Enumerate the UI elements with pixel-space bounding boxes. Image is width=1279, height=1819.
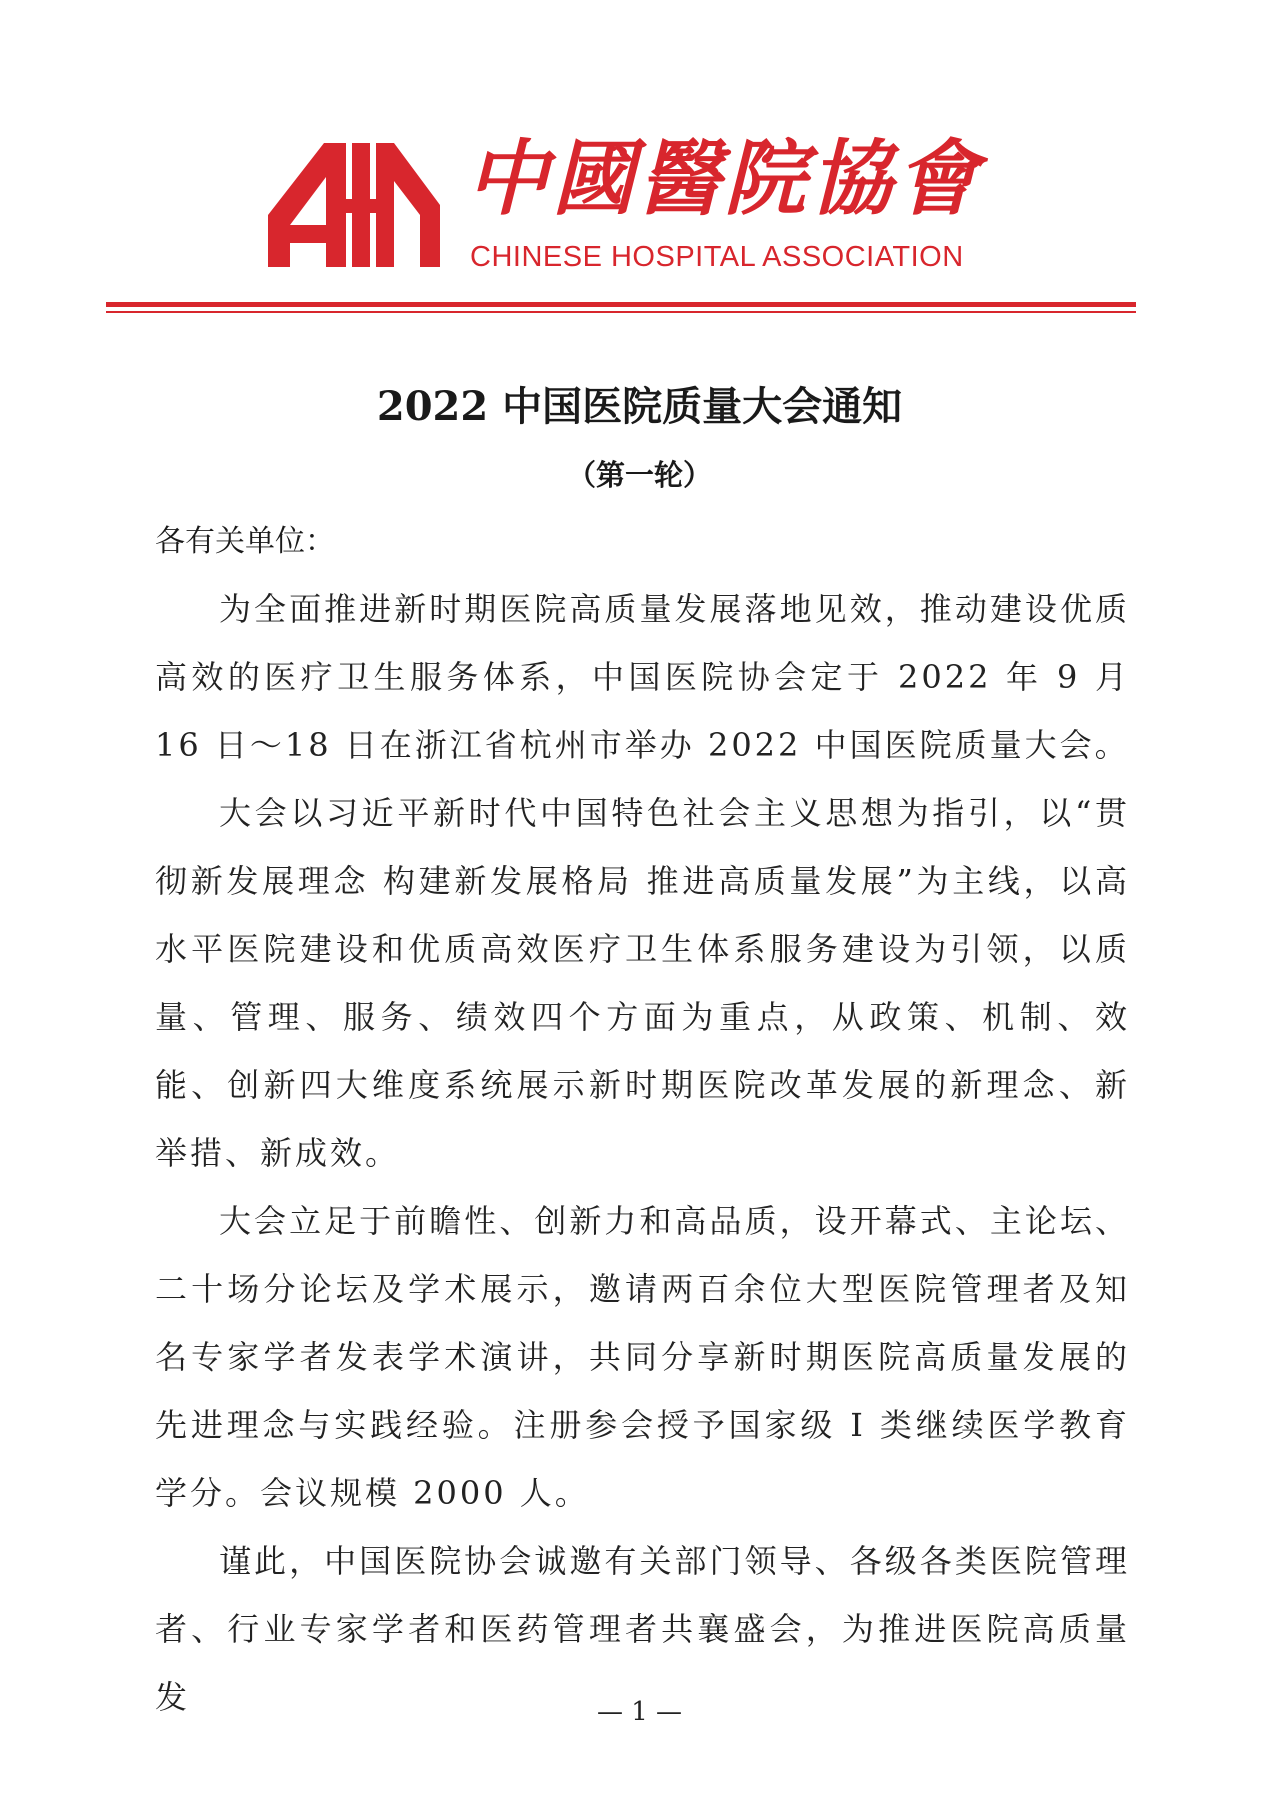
letterhead-divider-thick (106, 302, 1136, 307)
hospital-association-logo-icon (268, 143, 440, 267)
letterhead-divider-thin (106, 311, 1136, 313)
page-number: — 1 — (596, 1697, 683, 1727)
document-subtitle: （第一轮） (566, 458, 712, 492)
document-title: 2022 中国医院质量大会通知 (376, 383, 903, 430)
body-paragraph: 大会以习近平新时代中国特色社会主义思想为指引，以“贯彻新发展理念 构建新发展格局 推进高质量发展”为主线，以高水平医院建设和优质高效医疗卫生体系服务建设为引领，以质量、管理、服务、绩效四个方面为重点，从政策、机制、效能、创新四大维度系统展示新时期医院改革发展的新理念、新举措、新成效。 (155, 794, 1130, 1172)
body-paragraph: 谨此，中国医院协会诚邀有关部门领导、各级各类医院管理者、行业专家学者和医药管理者共襄盛会，为推进医院高质量发 (155, 1542, 1130, 1716)
letterhead (0, 0, 1279, 320)
org-name-chinese: 中國醫院協會 (466, 131, 982, 227)
body-paragraph: 大会立足于前瞻性、创新力和高品质，设开幕式、主论坛、二十场分论坛及学术展示，邀请两百余位大型医院管理者及知名专家学者发表学术演讲，共同分享新时期医院高质量发展的先进理念与实践经验。注册参会授予国家级 I 类继续医学教育学分。会议规模 2000 人。 (155, 1202, 1130, 1512)
salutation: 各有关单位： (155, 524, 335, 559)
body-paragraph: 为全面推进新时期医院高质量发展落地见效，推动建设优质高效的医疗卫生服务体系，中国医院协会定于 2022 年 9 月 16 日～18 日在浙江省杭州市举办 2022 中国医院质量大会。 (155, 590, 1130, 764)
document-body (155, 575, 1130, 1731)
org-name-english: CHINESE HOSPITAL ASSOCIATION (470, 241, 964, 273)
